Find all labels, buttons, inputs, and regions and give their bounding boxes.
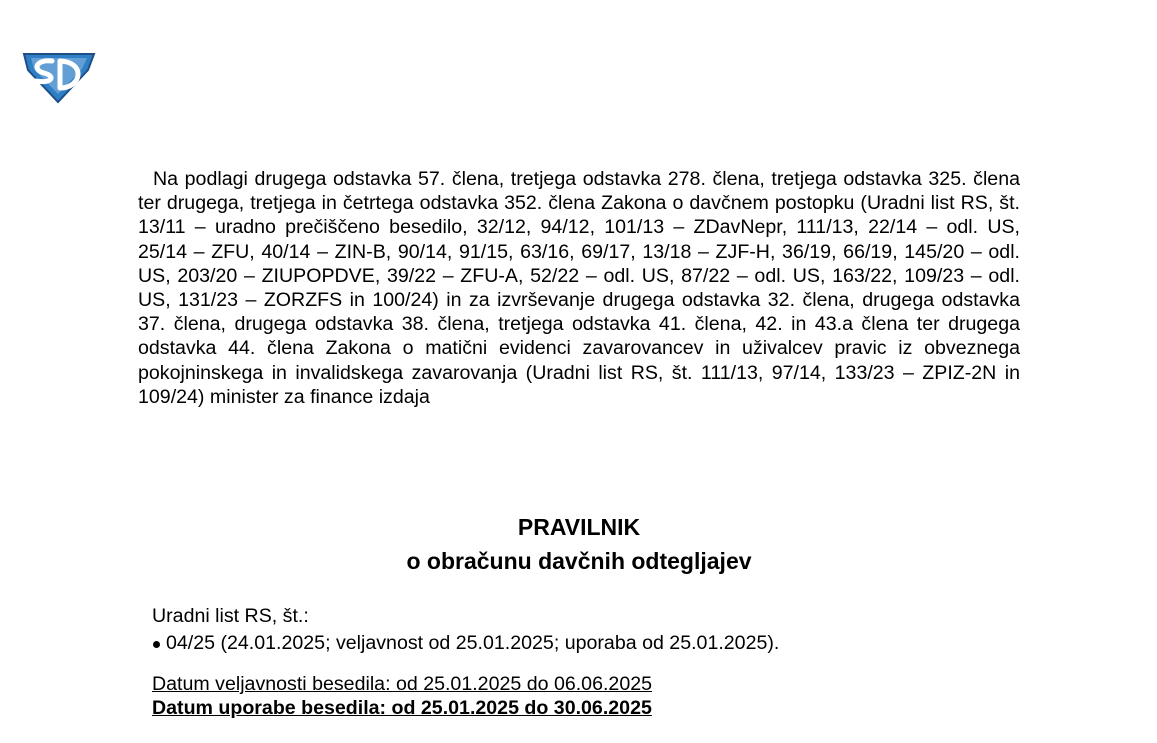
sd-shield-logo-icon — [22, 48, 96, 104]
gazette-label: Uradni list RS, št.: — [152, 605, 309, 627]
gazette-entry: 04/25 (24.01.2025; veljavnost od 25.01.2025; uporaba od 25.01.2025). — [166, 632, 780, 654]
application-date-line: Datum uporabe besedila: od 25.01.2025 do 30.06.2025 — [152, 697, 652, 719]
preamble-paragraph: Na podlagi drugega odstavka 57. člena, tretjega odstavka 278. člena, tretjega odstavka 325. člena ter drugega, tretjega in četrtega odstavka 352. člena Zakona o davčnem postopku (Uradni list RS, št. 13/11 – uradno prečiščeno besedilo, 32/12, 94/12, 101/13 – ZDavNepr, 111/13, 22/14 – odl. US, 25/14 – ZFU, 40/14 – ZIN-B, 90/14, 91/15, 63/16, 69/17, 13/18 – ZJF-H, 36/19, 66/19, 145/20 – odl. US, 203/20 – ZIUPOPDVE, 39/22 – ZFU-A, 52/22 – odl. US, 87/22 – odl. US, 163/22, 109/23 – odl. US, 131/23 – ZORZFS in 100/24) in za izvrševanje drugega odstavka 32. člena, drugega odstavka 37. člena, drugega odstavka 38. člena, tretjega odstavka 41. člena, 42. in 43.a člena ter drugega odstavka 44. člena Zakona o matični evidenci zavarovancev in uživalcev pravic iz obveznega pokojninskega in invalidskega zavarovanja (Uradni list RS, št. 111/13, 97/14, 133/23 – ZPIZ-2N in 109/24) minister za finance izdaja — [138, 168, 1020, 408]
list-item — [152, 631, 779, 655]
bullet-icon — [153, 641, 160, 648]
document-subtitle: o obračunu davčnih odtegljajev — [406, 548, 752, 574]
document-title: PRAVILNIK — [517, 514, 641, 540]
validity-date-line: Datum veljavnosti besedila: od 25.01.2025 do 06.06.2025 — [152, 673, 653, 695]
gazette-list — [152, 631, 779, 655]
